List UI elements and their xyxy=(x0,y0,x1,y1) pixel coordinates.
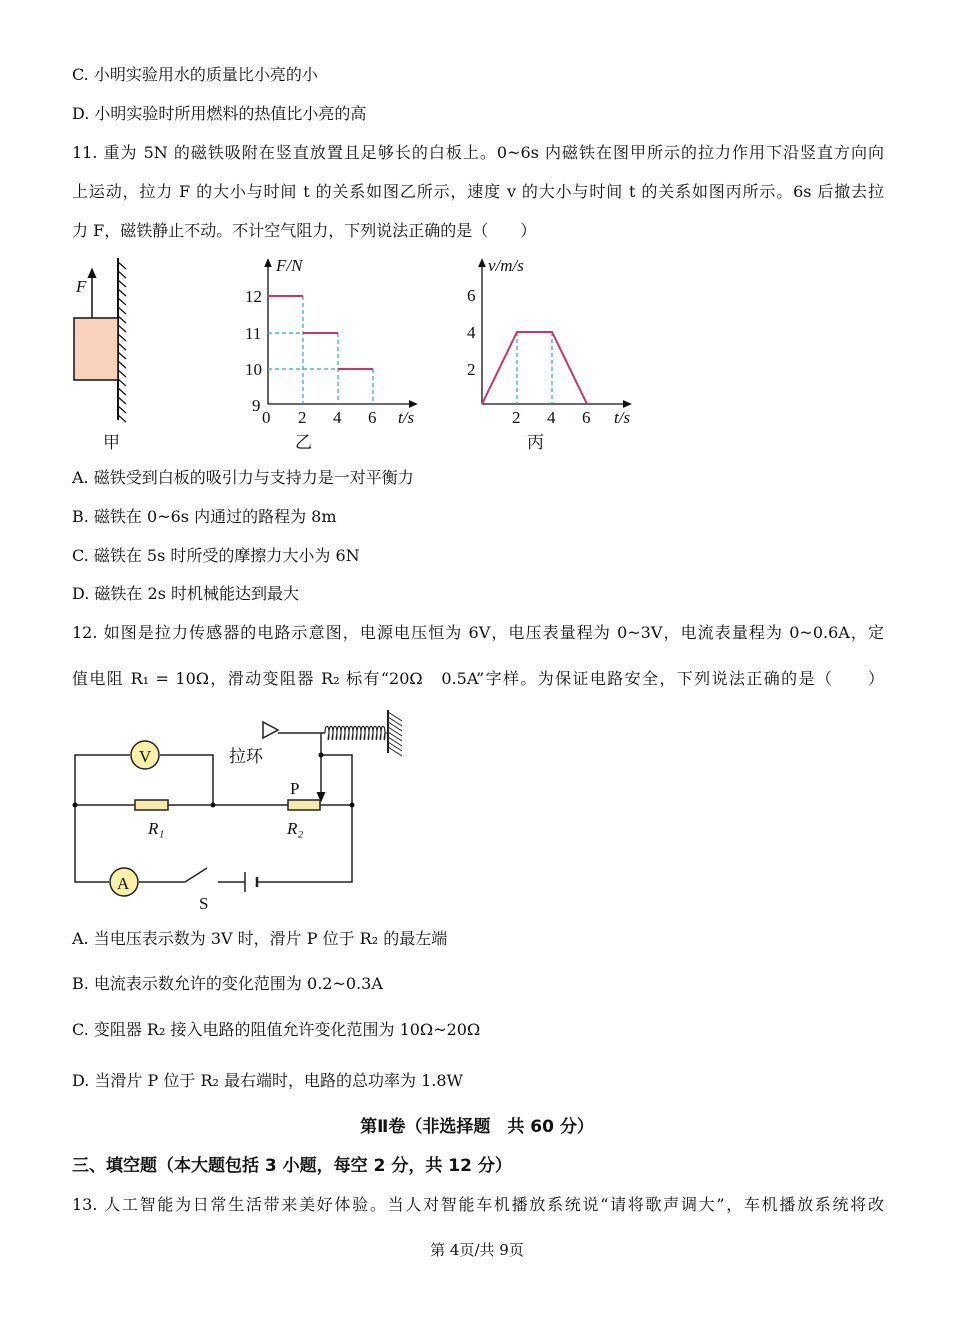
ring-label: 拉环 xyxy=(229,747,263,766)
question-12-line1: 12. 如图是拉力传感器的电路示意图，电源电压恒为 6V，电压表量程为 0~3V，电流表量程为 0~0.6A，定 xyxy=(72,623,884,642)
ammeter-label: A xyxy=(117,874,130,893)
switch-label: S xyxy=(199,894,209,913)
question-12-line2: 值电阻 R₁ = 10Ω，滑动变阻器 R₂ 标有“20Ω 0.5A”字样。为保证电路安全，下列说法正确的是（ ） xyxy=(72,669,884,688)
velocity-line xyxy=(482,332,587,404)
section-3-title: 三、填空题（本大题包括 3 小题，每空 2 分，共 12 分） xyxy=(72,1156,512,1176)
option-12a: A. 当电压表示数为 3V 时，滑片 P 位于 R₂ 的最左端 xyxy=(72,929,448,948)
svg-text:4: 4 xyxy=(467,323,476,342)
option-11a: A. 磁铁受到白板的吸引力与支持力是一对平衡力 xyxy=(72,468,414,487)
slider-label: P xyxy=(290,779,300,798)
axis-label-y: F/N xyxy=(276,256,303,275)
page-footer: 第 4页/共 9页 xyxy=(430,1241,524,1259)
option-11d: D. 磁铁在 2s 时机械能达到最大 xyxy=(72,584,299,603)
circuit-diagram xyxy=(73,710,403,896)
force-label: F xyxy=(76,277,87,296)
svg-text:4: 4 xyxy=(333,408,342,427)
svg-text:2: 2 xyxy=(512,408,521,427)
figure-jia xyxy=(74,258,126,452)
section-2-title: 第Ⅱ卷（非选择题 共 60 分） xyxy=(360,1117,594,1137)
question-11-line3: 力 F，磁铁静止不动。不计空气阻力，下列说法正确的是（ ） xyxy=(72,221,537,240)
figure-yi xyxy=(245,256,414,452)
svg-text:v/m/s: v/m/s xyxy=(488,256,524,275)
svg-text:9: 9 xyxy=(252,396,261,415)
caption-yi: 乙 xyxy=(295,433,312,452)
svg-text:4: 4 xyxy=(547,408,556,427)
option-11b: B. 磁铁在 0~6s 内通过的路程为 8m xyxy=(72,507,337,526)
option-12b: B. 电流表示数允许的变化范围为 0.2~0.3A xyxy=(72,974,383,993)
svg-text:2: 2 xyxy=(298,408,307,427)
question-11-line2: 上运动，拉力 F 的大小与时间 t 的关系如图乙所示，速度 v 的大小与时间 t 的关系如图丙所示。6s 后撤去拉 xyxy=(72,182,884,201)
option-10c: C. 小明实验用水的质量比小亮的小 xyxy=(72,65,318,84)
question-13-line1: 13. 人工智能为日常生活带来美好体验。当人对智能车机播放系统说“请将歌声调大”，车机播放系统将改 xyxy=(72,1195,884,1214)
svg-text:6: 6 xyxy=(467,286,476,305)
svg-text:11: 11 xyxy=(245,324,262,343)
svg-text:t/s: t/s xyxy=(398,408,415,427)
svg-text:0: 0 xyxy=(262,408,271,427)
r2-label: R₂ xyxy=(287,819,304,838)
svg-text:10: 10 xyxy=(245,360,262,379)
svg-text:t/s: t/s xyxy=(614,408,631,427)
svg-text:2: 2 xyxy=(467,360,476,379)
svg-text:6: 6 xyxy=(368,408,377,427)
option-11c: C. 磁铁在 5s 时所受的摩擦力大小为 6N xyxy=(72,546,360,565)
option-12d: D. 当滑片 P 位于 R₂ 最右端时，电路的总功率为 1.8W xyxy=(72,1071,463,1090)
r1-label: R₁ xyxy=(148,819,165,838)
voltmeter-label: V xyxy=(139,747,152,766)
figure-bing xyxy=(467,256,630,452)
option-12c: C. 变阻器 R₂ 接入电路的阻值允许变化范围为 10Ω~20Ω xyxy=(72,1020,481,1039)
svg-text:6: 6 xyxy=(582,408,591,427)
option-10d: D. 小明实验时所用燃料的热值比小亮的高 xyxy=(72,104,367,123)
caption-bing: 丙 xyxy=(527,433,544,452)
caption-jia: 甲 xyxy=(103,433,120,452)
svg-text:12: 12 xyxy=(245,287,262,306)
question-11-line1: 11. 重为 5N 的磁铁吸附在竖直放置且足够长的白板上。0~6s 内磁铁在图甲所示的拉力作用下沿竖直方向向 xyxy=(72,143,884,162)
